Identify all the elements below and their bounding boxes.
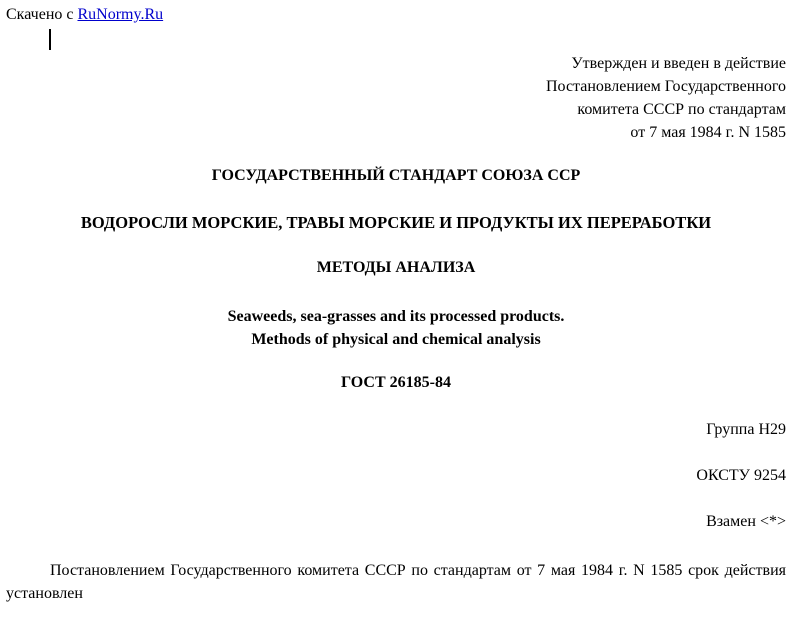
source-prefix: Скачено с bbox=[6, 6, 74, 23]
english-title bbox=[0, 305, 792, 351]
approval-line: Постановлением Государственного bbox=[546, 78, 786, 95]
source-link[interactable]: RuNormy.Ru bbox=[77, 6, 164, 23]
oksty-label: ОКСТУ 9254 bbox=[696, 467, 786, 484]
approval-line: комитета СССР по стандартам bbox=[577, 101, 786, 118]
subject-heading: ВОДОРОСЛИ МОРСКИЕ, ТРАВЫ МОРСКИЕ И ПРОДУКТЫ ИХ ПЕРЕРАБОТКИ bbox=[80, 213, 712, 232]
approval-block bbox=[546, 52, 786, 144]
gost-code: ГОСТ 26185-84 bbox=[341, 374, 451, 391]
english-title-line: Methods of physical and chemical analysis bbox=[251, 331, 541, 348]
approval-line: Утвержден и введен в действие bbox=[571, 55, 786, 72]
english-title-line: Seaweeds, sea-grasses and its processed products. bbox=[227, 308, 565, 325]
group-label: Группа Н29 bbox=[706, 421, 786, 438]
body-paragraph: Постановлением Государственного комитета СССР по стандартам от 7 мая 1984 г. N 1585 срок действия установлен bbox=[6, 562, 786, 602]
approval-line: от 7 мая 1984 г. N 1585 bbox=[630, 124, 786, 141]
text-cursor bbox=[49, 29, 51, 50]
source-line bbox=[6, 6, 163, 24]
methods-heading: МЕТОДЫ АНАЛИЗА bbox=[316, 259, 476, 276]
standard-type-heading: ГОСУДАРСТВЕННЫЙ СТАНДАРТ СОЮЗА ССР bbox=[211, 167, 581, 184]
replaces-label: Взамен <*> bbox=[706, 513, 786, 530]
